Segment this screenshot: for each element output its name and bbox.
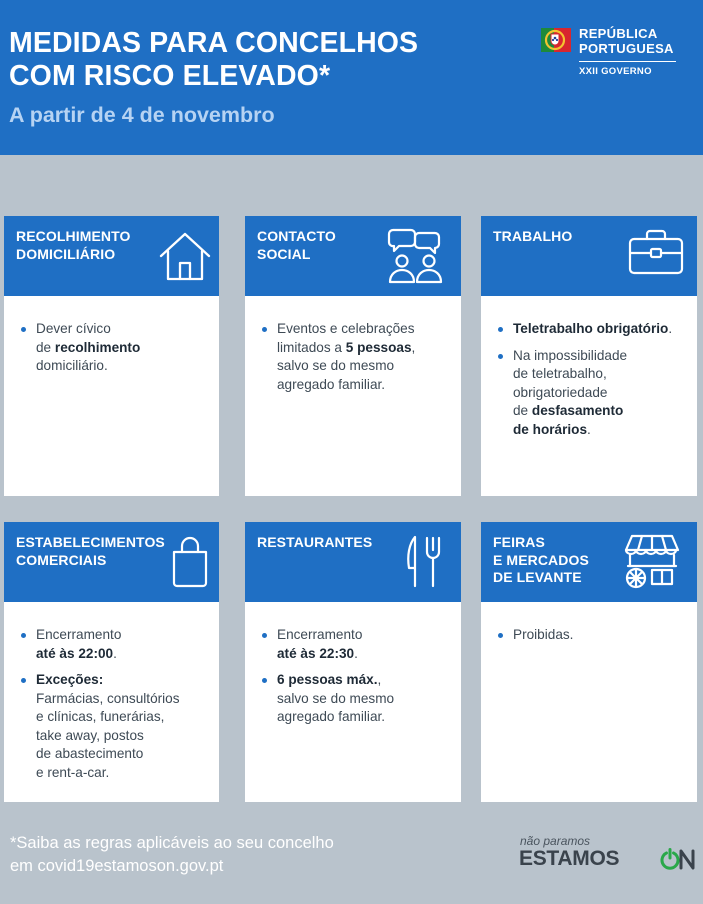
- card-body: [21, 626, 211, 790]
- page-subtitle: A partir de 4 de novembro: [9, 103, 275, 127]
- bullet-item: [21, 626, 211, 663]
- bullet-text-bold: 5 pessoas: [345, 339, 412, 355]
- bullet-text-bold: até às 22:30: [277, 645, 355, 661]
- footnote-line-1: *Saiba as regras aplicáveis ao seu concelho: [10, 834, 334, 852]
- bullet-text: Dever cívico de: [36, 321, 111, 355]
- gov-label: XXII GOVERNO: [579, 66, 652, 77]
- market-stall-icon: [622, 532, 682, 590]
- brand-tagline: não paramos: [520, 834, 591, 848]
- briefcase-icon: [627, 228, 685, 278]
- bullet-item: [498, 320, 689, 339]
- card-header: [245, 216, 461, 296]
- card-title: CONTACTO SOCIAL: [257, 228, 336, 262]
- government-logo: [541, 24, 691, 84]
- page-title: [9, 27, 418, 93]
- footnote-line-2: em covid19estamoson.gov.pt: [10, 857, 224, 875]
- bullet-text: .: [668, 321, 673, 336]
- bullet-text-bold: Teletrabalho obrigatório: [513, 321, 669, 336]
- gov-divider: [579, 61, 676, 62]
- page-title-line-1: MEDIDAS PARA CONCELHOS: [9, 27, 419, 59]
- bullet-text: .: [113, 645, 117, 661]
- bullet-text: .: [354, 645, 358, 661]
- card-body: [262, 320, 453, 402]
- bullet-text: Eventos e celebrações limitados a: [277, 321, 415, 355]
- card-trabalho: [481, 216, 697, 496]
- gov-name-line-1: REPÚBLICA: [579, 26, 658, 41]
- bullet-text: Na impossibilidade de teletrabalho, obrigatoriedade de: [513, 347, 628, 418]
- bullet-text-bold: 6 pessoas máx.: [277, 672, 378, 687]
- bullet-text: , salvo se do mesmo agregado familiar.: [277, 339, 416, 392]
- card-header: [481, 522, 697, 602]
- card-body: [21, 320, 211, 384]
- card-restaurantes: [245, 522, 461, 802]
- bullet-text: Proibidas.: [513, 627, 574, 642]
- bullet-text: Farmácias, consultórios e clínicas, funerárias, take away, postos de abastecimento e rent-a-car.: [36, 690, 180, 780]
- gov-name-line-2: PORTUGUESA: [579, 41, 674, 56]
- footnote: [10, 832, 430, 878]
- card-body: [498, 320, 689, 447]
- card-estabelecimentos-comerciais: [4, 522, 219, 802]
- bullet-item: [262, 626, 453, 663]
- bullet-text: domiciliário.: [36, 358, 108, 373]
- bullet-text: .: [587, 421, 591, 437]
- bullet-text-bold: até às 22:00: [36, 645, 114, 661]
- card-body: [262, 626, 453, 735]
- knife-fork-icon: [403, 534, 447, 590]
- portugal-coat-of-arms-icon: [541, 24, 573, 56]
- card-header: [4, 522, 219, 602]
- card-title: ESTABELECIMENTOS COMERCIAIS: [16, 534, 165, 568]
- card-header: [4, 216, 219, 296]
- bullet-text: , salvo se do mesmo agregado familiar.: [277, 672, 395, 724]
- estamos-on-logo: [517, 834, 687, 874]
- bullet-text: Encerramento: [277, 627, 363, 642]
- shopping-bag-icon: [170, 536, 210, 588]
- bullet-item: [498, 347, 689, 440]
- house-icon: [157, 230, 213, 284]
- people-chat-icon: [385, 224, 447, 286]
- card-header: [245, 522, 461, 602]
- card-title: TRABALHO: [493, 228, 573, 244]
- bullet-item: [21, 671, 211, 782]
- bullet-item: [21, 320, 211, 376]
- card-recolhimento-domiciliario: [4, 216, 219, 496]
- bullet-item: [498, 626, 689, 645]
- power-on-icon: [660, 848, 696, 870]
- bullet-text-bold: Exceções:: [36, 672, 104, 687]
- card-body: [498, 626, 689, 653]
- header-banner: [0, 0, 703, 155]
- bullet-text-bold: recolhimento: [54, 339, 141, 355]
- brand-wordmark: ESTAMOS: [519, 847, 620, 870]
- card-feiras-mercados: [481, 522, 697, 802]
- card-title: RECOLHIMENTO DOMICILIÁRIO: [16, 228, 131, 262]
- card-header: [481, 216, 697, 296]
- bullet-item: [262, 320, 453, 394]
- card-contacto-social: [245, 216, 461, 496]
- bullet-text-bold: desfasamento de horários: [513, 403, 624, 437]
- card-title: RESTAURANTES: [257, 534, 373, 550]
- page-title-line-2: COM RISCO ELEVADO*: [9, 60, 331, 92]
- bullet-item: [262, 671, 453, 727]
- bullet-text: Encerramento: [36, 627, 122, 642]
- card-title: FEIRAS E MERCADOS DE LEVANTE: [493, 534, 589, 585]
